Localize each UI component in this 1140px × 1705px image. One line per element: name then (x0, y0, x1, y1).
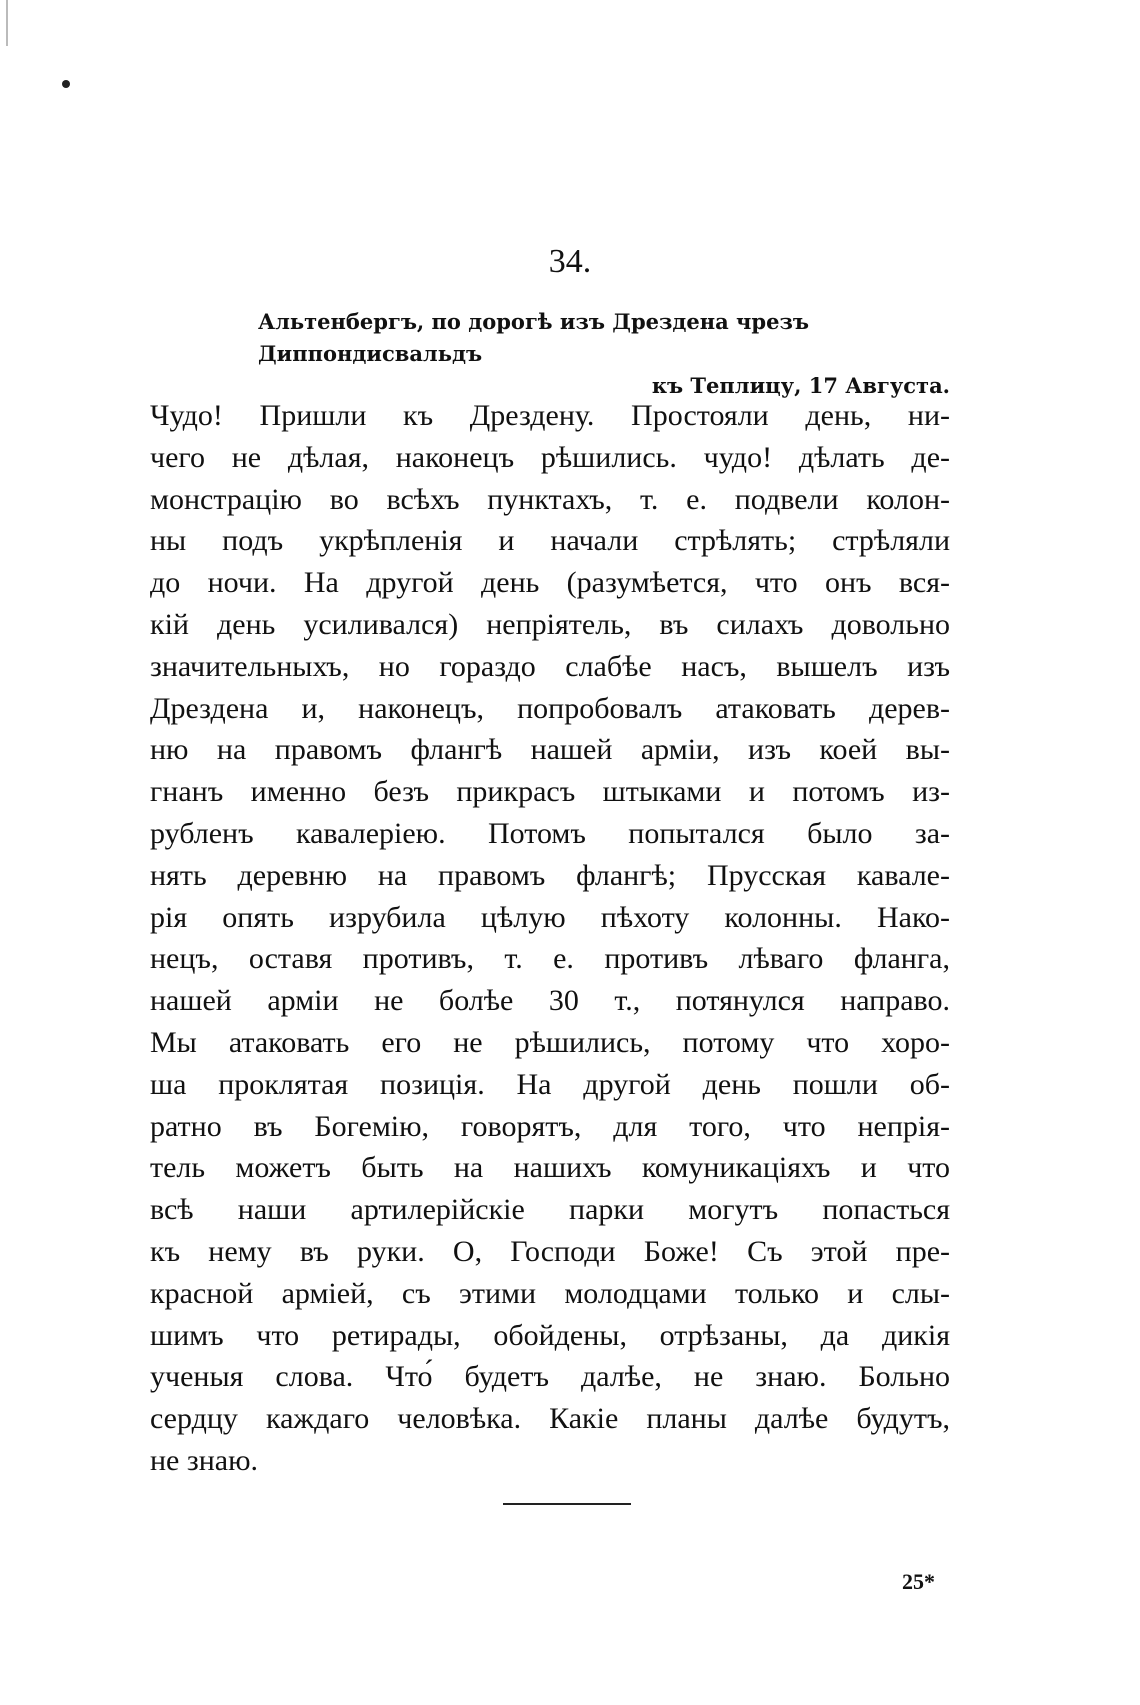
scan-edge-mark (6, 0, 8, 46)
ink-dot (62, 80, 70, 88)
body-line: тель можетъ быть на нашихъ комуникаціяхъ и что (150, 1151, 950, 1185)
body-line: чего не дѣлая, наконецъ рѣшились. чудо! дѣлать де- (150, 440, 950, 474)
body-line: монстрацію во всѣхъ пунктахъ, т. е. подвели колон- (150, 482, 950, 516)
body-line: Мы атаковать его не рѣшились, потому что хоро- (150, 1025, 950, 1059)
dateline-line-2: къ Теплицу, 17 Августа. (651, 373, 950, 398)
body-line: шимъ что ретирады, обойдены, отрѣзаны, да дикія (150, 1318, 950, 1352)
letter-body (150, 395, 950, 1482)
body-line: ратно въ Богемію, говорятъ, для того, что непрія- (150, 1109, 950, 1143)
body-line: ученыя слова. Что́ будетъ далѣе, не знаю. Больно (150, 1360, 950, 1394)
body-line-last: не знаю. (150, 1443, 259, 1477)
body-line: нецъ, оставя противъ, т. е. противъ лѣваго фланга, (150, 942, 950, 976)
body-line: рія опять изрубила цѣлую пѣхоту колонны. Нако- (150, 900, 950, 934)
letter-number: 34. (548, 243, 592, 280)
body-line: ню на правомъ флангѣ нашей арміи, изъ коей вы- (150, 733, 950, 767)
body-line: нять деревню на правомъ флангѣ; Прусская кавале- (150, 858, 950, 892)
body-line: до ночи. На другой день (разумѣется, что онъ вся- (150, 566, 950, 600)
printer-signature-mark: 25* (902, 1569, 935, 1594)
dateline-line-1: Альтенбергъ, по дорогѣ изъ Дрездена чрезъ Диппондисвальдъ (258, 309, 809, 366)
body-line: Чудо! Пришли къ Дрездену. Простояли день, ни- (150, 399, 950, 432)
body-line: ша проклятая позиція. На другой день пошли об- (150, 1067, 950, 1101)
body-line: сердцу каждаго человѣка. Какіе планы далѣе будутъ, (150, 1402, 950, 1436)
body-line: къ нему въ руки. О, Господи Боже! Съ этой пре- (150, 1234, 950, 1268)
body-line: нашей арміи не болѣе 30 т., потянулся направо. (150, 984, 950, 1018)
body-line: ны подъ укрѣпленія и начали стрѣлять; стрѣляли (150, 524, 950, 558)
body-line: кій день усиливался) непріятель, въ силахъ довольно (150, 607, 950, 641)
body-line: красной арміей, съ этими молодцами только и слы- (150, 1276, 950, 1310)
body-line: Дрездена и, наконецъ, попробовалъ атаковать дерев- (150, 691, 950, 725)
body-line: гнанъ именно безъ прикрасъ штыками и потомъ из- (150, 775, 950, 809)
body-line: всѣ наши артилерійскіе парки могутъ попасться (150, 1193, 950, 1227)
body-line: значительныхъ, но гораздо слабѣе насъ, вышелъ изъ (150, 649, 950, 683)
body-line: рубленъ кавалеріею. Потомъ попытался было за- (150, 816, 950, 850)
dateline (258, 306, 950, 402)
section-divider (503, 1503, 631, 1505)
